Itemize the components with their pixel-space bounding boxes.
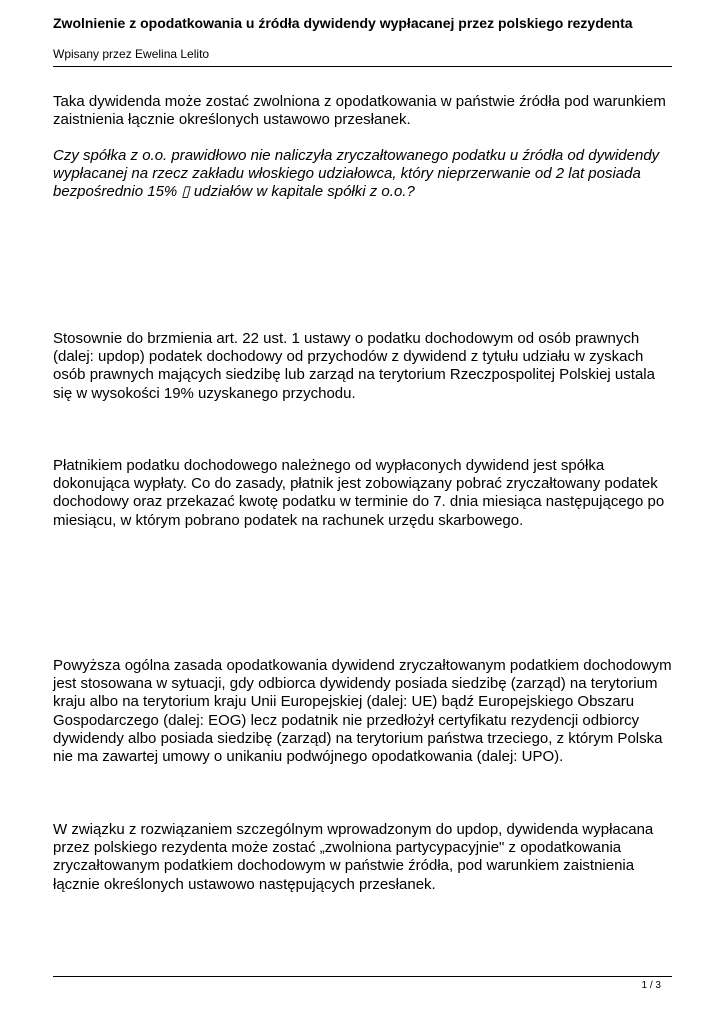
paragraph-zasada: Powyższa ogólna zasada opodatkowania dywidend zryczałtowanym podatkiem dochodowym jest stosowana w sytuacji, gdy odbiorca dywidendy posiada siedzibę (zarząd) na terytorium kraju albo na terytorium kraju Unii Europejskiej (dalej: UE) bądź Europejskiego Obszaru Gospodarczego (dalej: EOG) lecz podatnik nie przedłożył certyfikatu rezydencji odbiorcy dywidendy albo posiada siedzibę (zarząd) na terytorium państwa trzeciego, z którym Polska nie ma zawartej umowy o unikaniu podwójnego opodatkowania (dalej: UPO).: [53, 657, 672, 766]
header-divider: [53, 66, 672, 67]
paragraph-zwolnienie: W związku z rozwiązaniem szczególnym wprowadzonym do updop, dywidenda wypłacana przez polskiego rezydenta może zostać „zwolniona partycypacyjnie" z opodatkowania zryczałtowanym podatkiem dochodowym w państwie źródła, pod warunkiem zaistnienia łącznie określonych ustawowo następujących przesłanek.: [53, 821, 654, 893]
page-title: Zwolnienie z opodatkowania u źródła dywidendy wypłacanej przez polskiego rezydenta: [53, 15, 633, 31]
paragraph-question: Czy spółka z o.o. prawidłowo nie naliczyła zryczałtowanego podatku u źródła od dywidendy wypłacanej na rzecz zakładu włoskiego udziałowca, który nieprzerwanie od 2 lat posiada bezpośrednio 15% ▯ udziałów w kapitale spółki z o.o.?: [53, 147, 660, 201]
page-number: 1 / 3: [641, 980, 661, 991]
author-line: Wpisany przez Ewelina Lelito: [53, 47, 210, 61]
paragraph-intro: Taka dywidenda może zostać zwolniona z opodatkowania w państwie źródła pod warunkiem zaistnienia łącznie określonych ustawowo przesłanek.: [53, 93, 666, 129]
paragraph-platnik: Płatnikiem podatku dochodowego należnego od wypłaconych dywidend jest spółka dokonująca wypłaty. Co do zasady, płatnik jest zobowiązany pobrać zryczałtowany podatek dochodowy oraz przekazać kwotę podatku w terminie do 7. dnia miesiąca następującego po miesiącu, w którym pobrano podatek na rachunek urzędu skarbowego.: [53, 457, 665, 529]
paragraph-art22: Stosownie do brzmienia art. 22 ust. 1 ustawy o podatku dochodowym od osób prawnych (dalej: updop) podatek dochodowy od przychodów z dywidend z tytułu udziału w zyskach osób prawnych mających siedzibę lub zarząd na terytorium Rzeczpospolitej Polskiej ustala się w wysokości 19% uzyskanego przychodu.: [53, 330, 655, 402]
footer-divider: [53, 976, 672, 977]
